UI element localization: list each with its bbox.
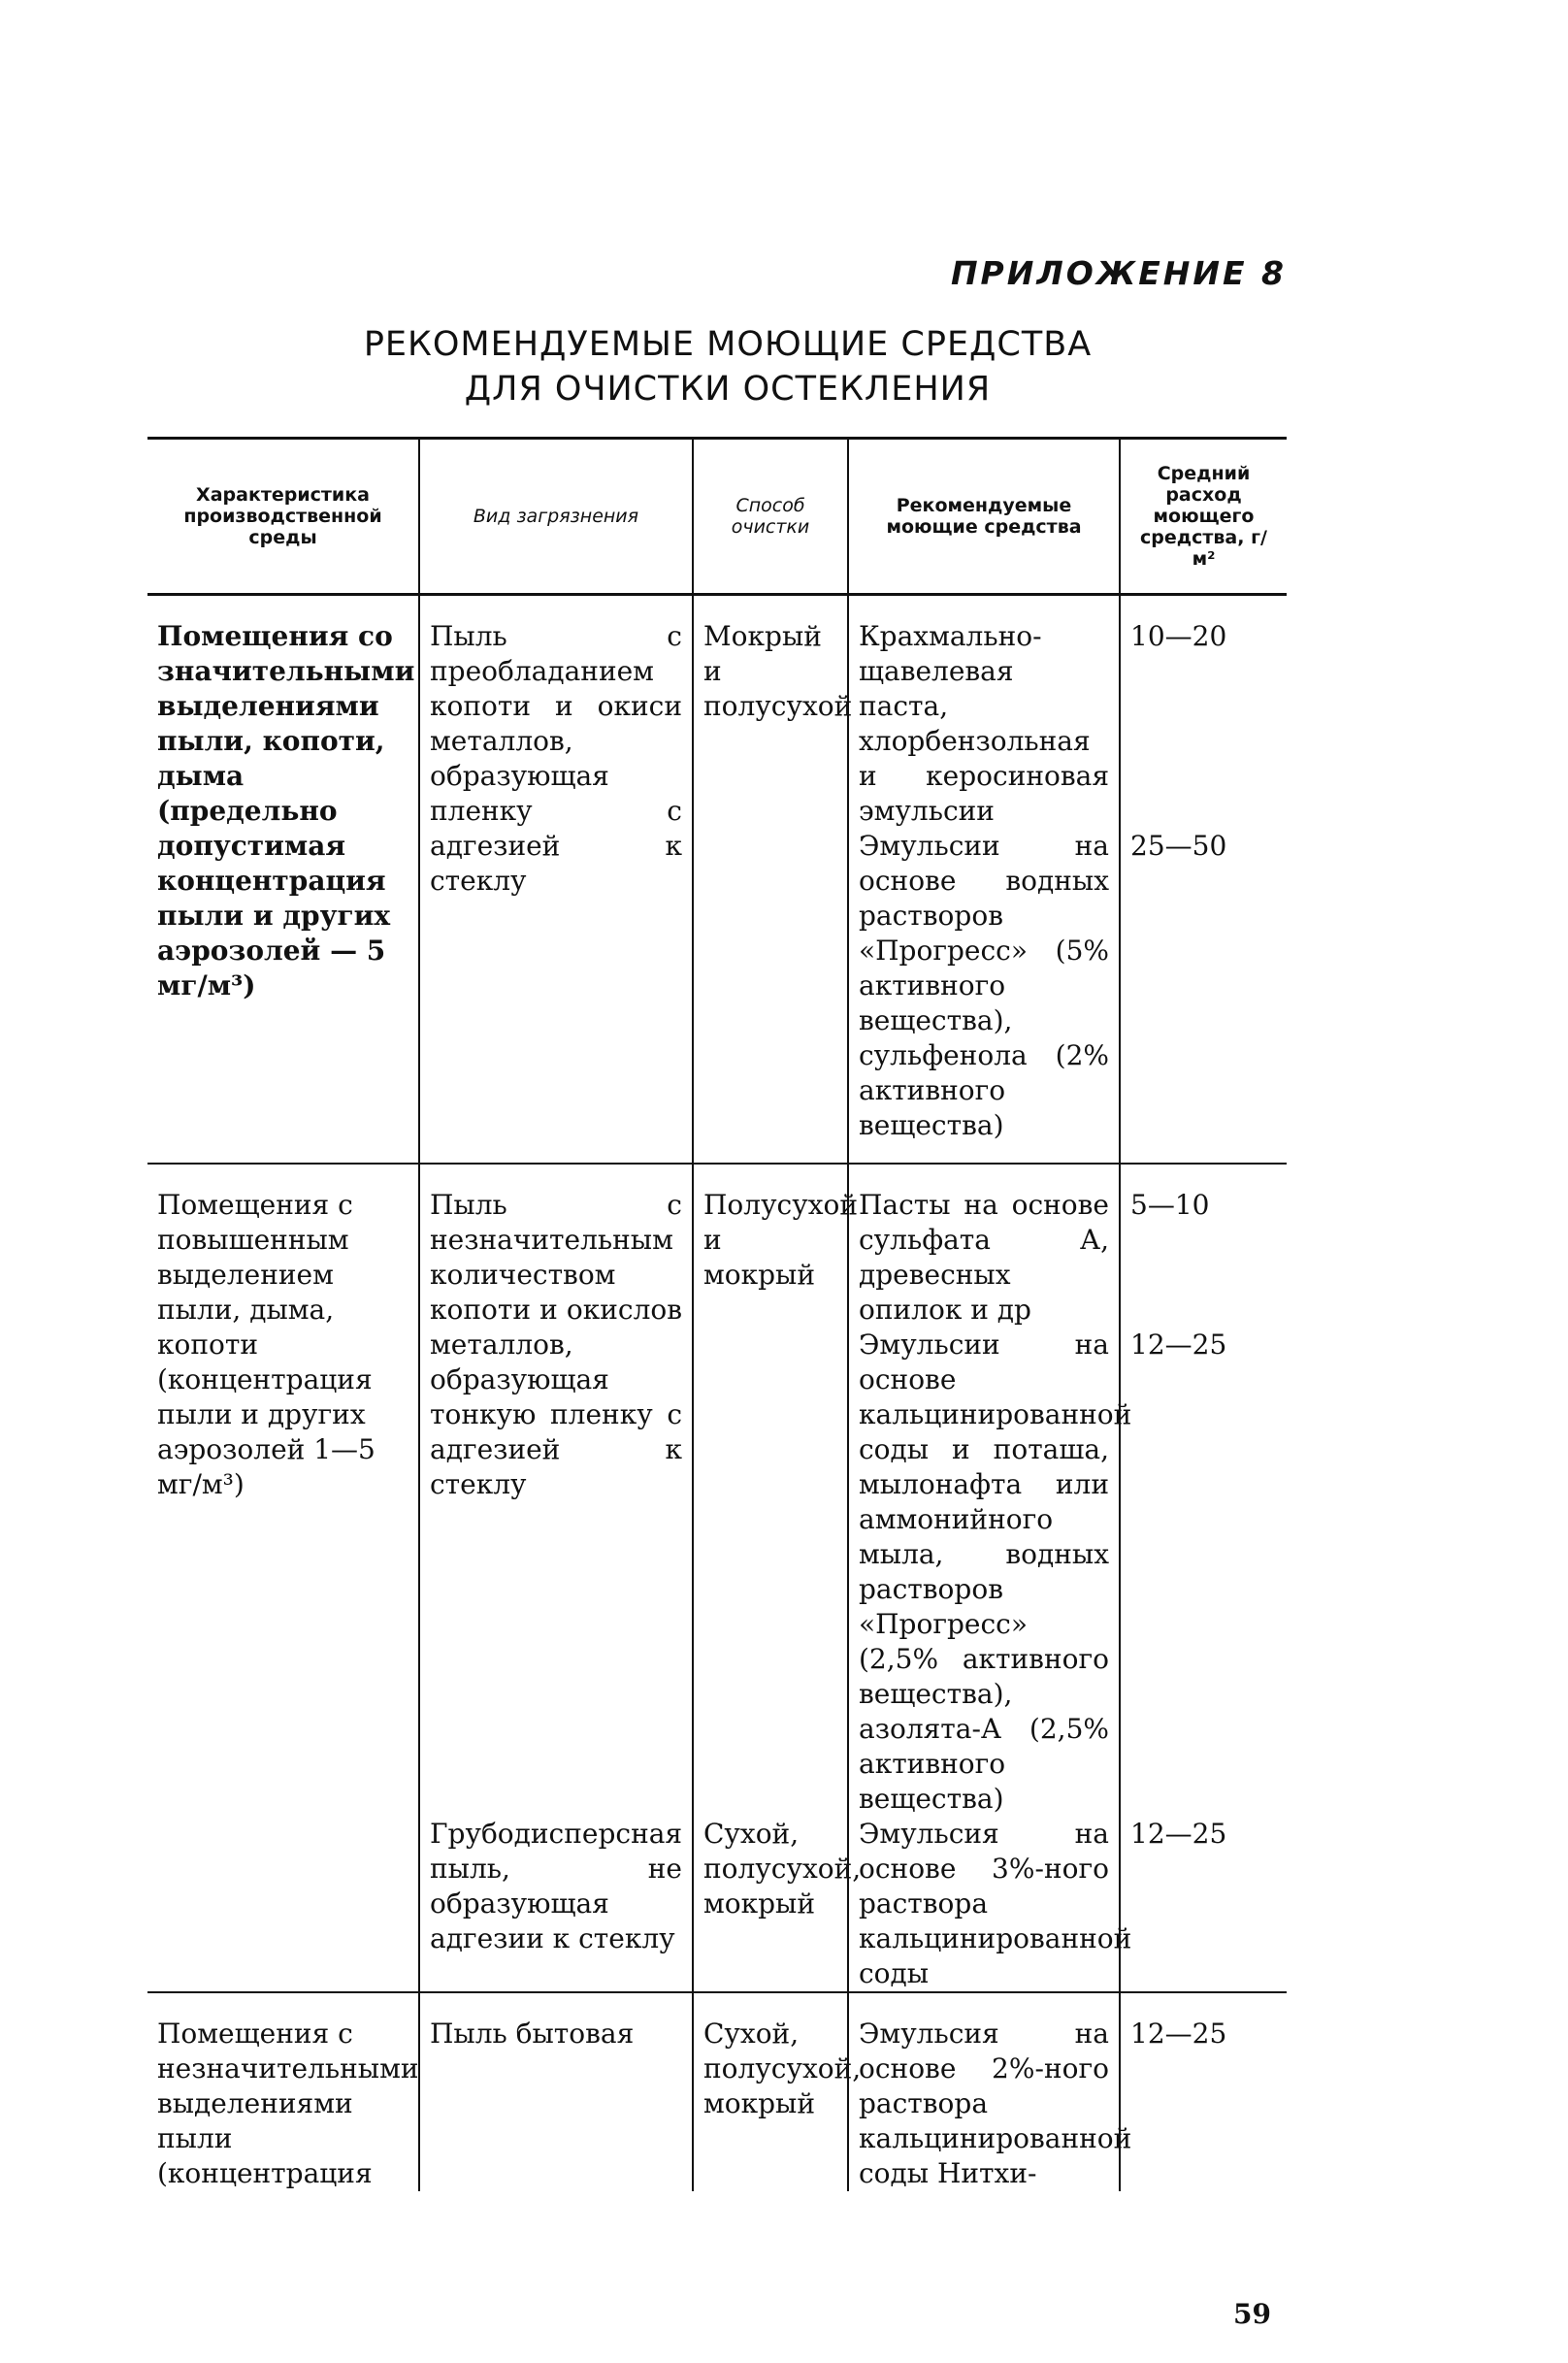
cell-agents [848,1992,1132,2191]
agent-text: Эмульсии на основе водных растворов «Прогресс» (5% активного вещества), сульфенола (2% активного вещества) [859,830,1109,1141]
agent-text: Эмульсия на основе 3%-ного раствора кальцинированной соды [859,1818,1132,1989]
agent-text: Пасты на основе сульфата А, древесных опилок и др [859,1189,1109,1326]
cell-contamination: Пыль с преобладанием копоти и окиси металлов, образующая пленку с адгезией к стеклу [419,595,693,1165]
column-header-contamination: Вид загрязнения [419,439,693,595]
table-row [147,1164,1287,1817]
table-row [147,595,1287,1165]
table-row [147,1817,1287,1992]
cell-contamination: Пыль бытовая [419,1992,693,2191]
cell-agents [848,1164,1132,1817]
consumption-value: 25—50 [1130,830,1227,862]
cell-consumption [1120,1817,1287,1992]
consumption-value: 12—25 [1130,1329,1227,1361]
cell-environment-empty [147,1817,419,1992]
cell-environment: Помещения со значительными выделениями пыли, копоти, дыма (предельно допустимая концентрация пыли и других аэрозолей — 5 мг/м³) [147,595,419,1165]
cell-consumption [1120,595,1287,1165]
appendix-label: ПРИЛОЖЕНИЕ 8 [950,254,1287,292]
cell-method: Сухой, полусухой, мокрый [693,1992,848,2191]
agent-text: Эмульсия на основе 2%-ного раствора кальцинированной соды Нитхи- [859,2018,1132,2189]
page-title [243,322,1213,411]
cell-method: Сухой, полусухой, мокрый [693,1817,848,1992]
consumption-value: 5—10 [1130,1189,1210,1221]
title-line-2: ДЛЯ ОЧИСТКИ ОСТЕКЛЕНИЯ [464,370,992,409]
table-header-row [147,439,1287,595]
cell-agents [848,1817,1132,1992]
cell-method: Мокрый и полусухой [693,595,848,1165]
agent-text: Крахмально-щавелевая паста, хлорбензольная и керосиновая эмульсии [859,620,1109,827]
cell-contamination: Грубодисперсная пыль, не образующая адгезии к стеклу [419,1817,693,1992]
cell-contamination: Пыль с незначительным количеством копоти и окислов металлов, образующая тонкую пленку с адгезией к стеклу [419,1164,693,1817]
detergents-table [147,437,1287,2191]
consumption-value: 12—25 [1130,1818,1227,1850]
column-header-environment: Характеристика производственной среды [147,439,419,595]
cell-consumption [1120,1992,1287,2191]
cell-environment: Помещения с незначительными выделениями пыли (концентрация [147,1992,419,2191]
agent-text: Эмульсии на основе кальцинированной соды и поташа, мылонафта или аммонийного мыла, водных растворов «Прогресс» (2,5% активного вещества), азолята-А (2,5% активного вещества) [859,1329,1132,1815]
page-number: 59 [1233,2298,1271,2330]
cell-consumption [1120,1164,1287,1817]
cell-agents [848,595,1120,1165]
column-header-method: Способ очистки [693,439,848,595]
cell-environment: Помещения с повышенным выделением пыли, дыма, копоти (концентрация пыли и других аэрозолей 1—5 мг/м³) [147,1164,419,1817]
column-header-consumption: Средний расход моющего средства, г/м² [1120,439,1287,595]
table-row [147,1992,1287,2191]
title-line-1: РЕКОМЕНДУЕМЫЕ МОЮЩИЕ СРЕДСТВА [363,325,1093,364]
column-header-agents: Рекомендуемые моющие средства [848,439,1120,595]
cell-method: Полусухой и мокрый [693,1164,848,1817]
consumption-value: 10—20 [1130,620,1227,652]
consumption-value: 12—25 [1130,2018,1227,2050]
